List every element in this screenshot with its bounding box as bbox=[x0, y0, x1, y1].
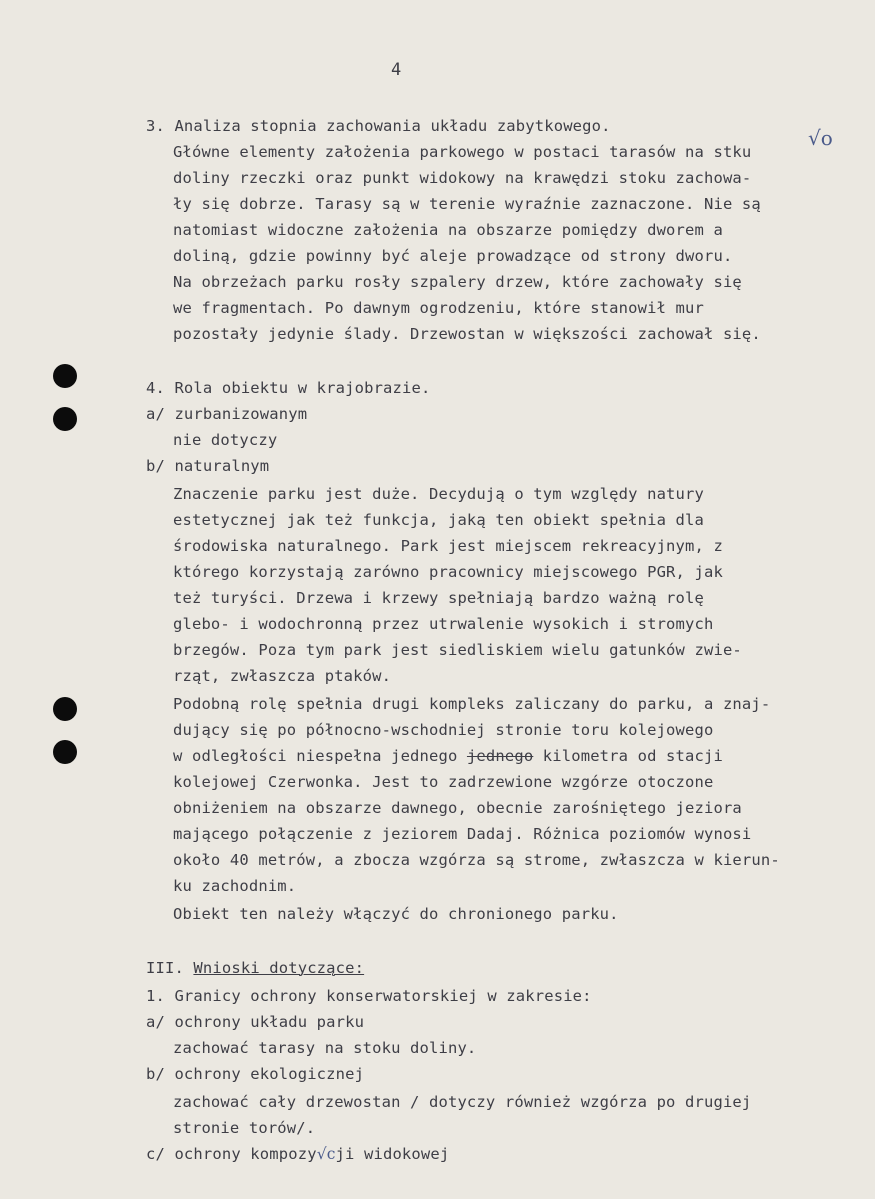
heading-text: Wnioski dotyczące: bbox=[193, 959, 365, 977]
text-line: zachować cały drzewostan / dotyczy również wzgórza po drugiej bbox=[173, 1093, 752, 1111]
text-span: w odległości niespełna jednego bbox=[173, 747, 467, 765]
list-item: a/ zurbanizowanym bbox=[146, 405, 308, 423]
section-heading: 3. Analiza stopnia zachowania układu zabytkowego. bbox=[146, 117, 611, 135]
text-line: estetycznej jak też funkcja, jaką ten obiekt spełnia dla bbox=[173, 511, 704, 529]
text-line: ły się dobrze. Tarasy są w terenie wyraźnie zaznaczone. Nie są bbox=[173, 195, 761, 213]
text-span: kilometra od stacji bbox=[533, 747, 723, 765]
heading-number: III. bbox=[146, 959, 194, 977]
list-item: a/ ochrony układu parku bbox=[146, 1013, 365, 1031]
punch-hole bbox=[53, 407, 77, 431]
punch-hole bbox=[53, 364, 77, 388]
text-line: Podobną rolę spełnia drugi kompleks zaliczany do parku, a znaj- bbox=[173, 695, 771, 713]
punch-hole bbox=[53, 740, 77, 764]
text-line: stronie torów/. bbox=[173, 1119, 316, 1137]
list-item bbox=[146, 1144, 449, 1164]
text-line: około 40 metrów, a zbocza wzgórza są strome, zwłaszcza w kierun- bbox=[173, 851, 780, 869]
text-line: pozostały jedynie ślady. Drzewostan w większości zachował się. bbox=[173, 325, 761, 343]
text-span: ji widokowej bbox=[335, 1145, 450, 1163]
text-line: dujący się po północno-wschodniej stronie toru kolejowego bbox=[173, 721, 714, 739]
text-line bbox=[173, 746, 723, 766]
list-item: b/ naturalnym bbox=[146, 457, 270, 475]
text-line: ku zachodnim. bbox=[173, 877, 297, 895]
correction-mark: √o bbox=[808, 126, 833, 150]
section-heading: 4. Rola obiektu w krajobrazie. bbox=[146, 379, 431, 397]
list-item: b/ ochrony ekologicznej bbox=[146, 1065, 365, 1083]
text-line: Obiekt ten należy włączyć do chronionego parku. bbox=[173, 905, 619, 923]
text-line: glebo- i wodochronną przez utrwalenie wysokich i stromych bbox=[173, 615, 714, 633]
text-line: środowiska naturalnego. Park jest miejscem rekreacyjnym, z bbox=[173, 537, 723, 555]
list-item: 1. Granicy ochrony konserwatorskiej w zakresie: bbox=[146, 987, 592, 1005]
text-line: doliną, gdzie powinny być aleje prowadzące od strony dworu. bbox=[173, 247, 733, 265]
text-line: obniżeniem na obszarze dawnego, obecnie zarośniętego jeziora bbox=[173, 799, 742, 817]
text-line: doliny rzeczki oraz punkt widokowy na krawędzi stoku zachowa- bbox=[173, 169, 752, 187]
text-line: rząt, zwłaszcza ptaków. bbox=[173, 667, 392, 685]
text-line: Znaczenie parku jest duże. Decydują o tym względy natury bbox=[173, 485, 704, 503]
text-span: c/ ochrony kompozy bbox=[146, 1145, 317, 1163]
text-line: mającego połączenie z jeziorem Dadaj. Różnica poziomów wynosi bbox=[173, 825, 752, 843]
page-number: 4 bbox=[391, 60, 402, 80]
text-line: Na obrzeżach parku rosły szpalery drzew, które zachowały się bbox=[173, 273, 742, 291]
text-line: zachować tarasy na stoku doliny. bbox=[173, 1039, 477, 1057]
struck-word: jednego bbox=[466, 747, 534, 765]
text-line: Główne elementy założenia parkowego w postaci tarasów na stku bbox=[173, 143, 752, 161]
text-line: którego korzystają zarówno pracownicy miejscowego PGR, jak bbox=[173, 563, 723, 581]
section-heading bbox=[146, 958, 364, 978]
text-line: też turyści. Drzewa i krzewy spełniają bardzo ważną rolę bbox=[173, 589, 704, 607]
correction-mark: √c bbox=[316, 1145, 336, 1163]
text-line: natomiast widoczne założenia na obszarze pomiędzy dworem a bbox=[173, 221, 723, 239]
text-line: nie dotyczy bbox=[173, 431, 278, 449]
text-line: brzegów. Poza tym park jest siedliskiem wielu gatunków zwie- bbox=[173, 641, 742, 659]
text-line: kolejowej Czerwonka. Jest to zadrzewione wzgórze otoczone bbox=[173, 773, 714, 791]
punch-hole bbox=[53, 697, 77, 721]
text-line: we fragmentach. Po dawnym ogrodzeniu, które stanowił mur bbox=[173, 299, 704, 317]
